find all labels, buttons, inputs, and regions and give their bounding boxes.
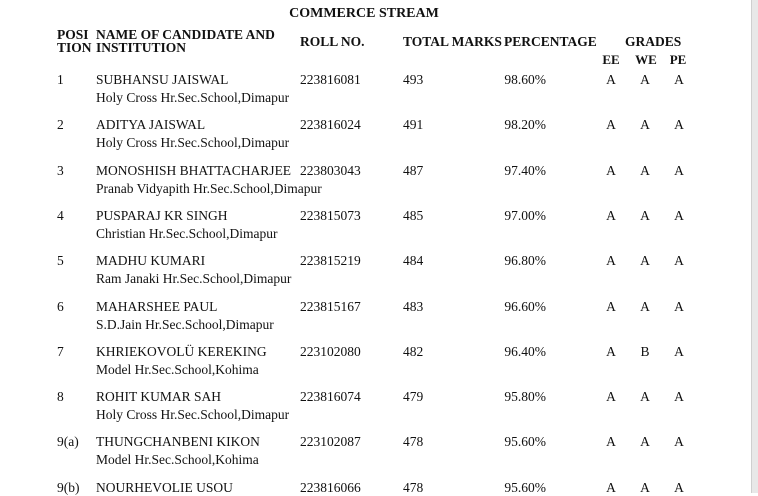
grade-ee: A bbox=[606, 253, 616, 268]
percentage: 95.60% bbox=[504, 480, 546, 495]
stream-title: COMMERCE STREAM bbox=[289, 6, 439, 21]
institution-name: Ram Janaki Hr.Sec.School,Dimapur bbox=[96, 271, 292, 286]
candidate-name: MAHARSHEE PAUL bbox=[96, 299, 218, 314]
grade-pe: A bbox=[674, 344, 684, 359]
row-position: 5 bbox=[57, 253, 64, 268]
candidate-name: THUNGCHANBENI KIKON bbox=[96, 434, 260, 449]
row-position: 1 bbox=[57, 72, 64, 87]
percentage: 96.40% bbox=[504, 344, 546, 359]
grade-ee: A bbox=[606, 389, 616, 404]
candidate-name: NOURHEVOLIE USOU bbox=[96, 480, 233, 495]
percentage: 98.20% bbox=[504, 117, 546, 132]
grade-we: A bbox=[640, 72, 650, 87]
grade-ee: A bbox=[606, 434, 616, 449]
percentage: 95.60% bbox=[504, 434, 546, 449]
roll-number: 223816074 bbox=[300, 389, 361, 404]
percentage: 96.80% bbox=[504, 253, 546, 268]
candidate-name: SUBHANSU JAISWAL bbox=[96, 72, 229, 87]
candidate-name: MONOSHISH BHATTACHARJEE bbox=[96, 163, 292, 178]
header-percentage: PERCENTAGE bbox=[504, 34, 597, 49]
header-grades: GRADES bbox=[625, 34, 682, 49]
row-position: 9(a) bbox=[57, 434, 79, 449]
total-marks: 479 bbox=[403, 389, 424, 404]
candidate-name: KHRIEKOVOLÜ KEREKING bbox=[96, 344, 267, 359]
percentage: 97.00% bbox=[504, 208, 546, 223]
institution-name: Model Hr.Sec.School,Kohima bbox=[96, 362, 259, 377]
total-marks: 483 bbox=[403, 299, 424, 314]
row-position: 2 bbox=[57, 117, 64, 132]
grade-pe: A bbox=[674, 389, 684, 404]
row-position: 4 bbox=[57, 208, 64, 223]
row-position: 8 bbox=[57, 389, 64, 404]
total-marks: 491 bbox=[403, 117, 424, 132]
grade-ee: A bbox=[606, 480, 616, 495]
candidate-name: ADITYA JAISWAL bbox=[96, 117, 206, 132]
header-grade-ee: EE bbox=[602, 52, 620, 67]
header-total: TOTAL MARKS bbox=[403, 34, 502, 49]
roll-number: 223815167 bbox=[300, 299, 361, 314]
grade-ee: A bbox=[606, 208, 616, 223]
grade-ee: A bbox=[606, 344, 616, 359]
row-position: 7 bbox=[57, 344, 64, 359]
header-grade-pe: PE bbox=[669, 52, 687, 67]
institution-name: Holy Cross Hr.Sec.School,Dimapur bbox=[96, 135, 290, 150]
grade-pe: A bbox=[674, 163, 684, 178]
candidate-name: MADHU KUMARI bbox=[96, 253, 206, 268]
grade-pe: A bbox=[674, 253, 684, 268]
roll-number: 223102087 bbox=[300, 434, 361, 449]
grade-ee: A bbox=[606, 299, 616, 314]
grade-pe: A bbox=[674, 480, 684, 495]
institution-name: Christian Hr.Sec.School,Dimapur bbox=[96, 226, 278, 241]
grade-we: A bbox=[640, 434, 650, 449]
candidate-name: PUSPARAJ KR SINGH bbox=[96, 208, 228, 223]
grade-ee: A bbox=[606, 163, 616, 178]
percentage: 98.60% bbox=[504, 72, 546, 87]
roll-number: 223816066 bbox=[300, 480, 361, 495]
grade-we: A bbox=[640, 117, 650, 132]
candidate-name: ROHIT KUMAR SAH bbox=[96, 389, 222, 404]
grade-we: A bbox=[640, 480, 650, 495]
total-marks: 485 bbox=[403, 208, 424, 223]
grade-we: A bbox=[640, 208, 650, 223]
institution-name: S.D.Jain Hr.Sec.School,Dimapur bbox=[96, 317, 274, 332]
grade-pe: A bbox=[674, 117, 684, 132]
row-position: 3 bbox=[57, 163, 64, 178]
header-roll: ROLL NO. bbox=[300, 34, 365, 49]
roll-number: 223102080 bbox=[300, 344, 361, 359]
percentage: 95.80% bbox=[504, 389, 546, 404]
percentage: 96.60% bbox=[504, 299, 546, 314]
roll-number: 223815219 bbox=[300, 253, 361, 268]
percentage: 97.40% bbox=[504, 163, 546, 178]
header-name: NAME OF CANDIDATE AND INSTITUTION bbox=[96, 27, 275, 55]
total-marks: 478 bbox=[403, 434, 424, 449]
grade-pe: A bbox=[674, 208, 684, 223]
grade-we: A bbox=[640, 253, 650, 268]
grade-pe: A bbox=[674, 434, 684, 449]
header-grade-we: WE bbox=[635, 52, 657, 67]
page-edge bbox=[751, 0, 758, 493]
roll-number: 223816024 bbox=[300, 117, 361, 132]
total-marks: 482 bbox=[403, 344, 424, 359]
roll-number: 223815073 bbox=[300, 208, 361, 223]
roll-number: 223803043 bbox=[300, 163, 361, 178]
total-marks: 478 bbox=[403, 480, 424, 495]
roll-number: 223816081 bbox=[300, 72, 361, 87]
institution-name: Pranab Vidyapith Hr.Sec.School,Dimapur bbox=[96, 181, 322, 196]
total-marks: 484 bbox=[403, 253, 424, 268]
grade-ee: A bbox=[606, 117, 616, 132]
total-marks: 487 bbox=[403, 163, 424, 178]
header-position: POSI TION bbox=[57, 27, 92, 55]
grade-pe: A bbox=[674, 299, 684, 314]
grade-we: A bbox=[640, 299, 650, 314]
grade-we: B bbox=[640, 344, 650, 359]
total-marks: 493 bbox=[403, 72, 424, 87]
institution-name: Holy Cross Hr.Sec.School,Dimapur bbox=[96, 407, 290, 422]
institution-name: Model Hr.Sec.School,Kohima bbox=[96, 452, 259, 467]
institution-name: Holy Cross Hr.Sec.School,Dimapur bbox=[96, 90, 290, 105]
row-position: 6 bbox=[57, 299, 64, 314]
grade-we: A bbox=[640, 389, 650, 404]
grade-we: A bbox=[640, 163, 650, 178]
row-position: 9(b) bbox=[57, 480, 80, 495]
grade-pe: A bbox=[674, 72, 684, 87]
grade-ee: A bbox=[606, 72, 616, 87]
